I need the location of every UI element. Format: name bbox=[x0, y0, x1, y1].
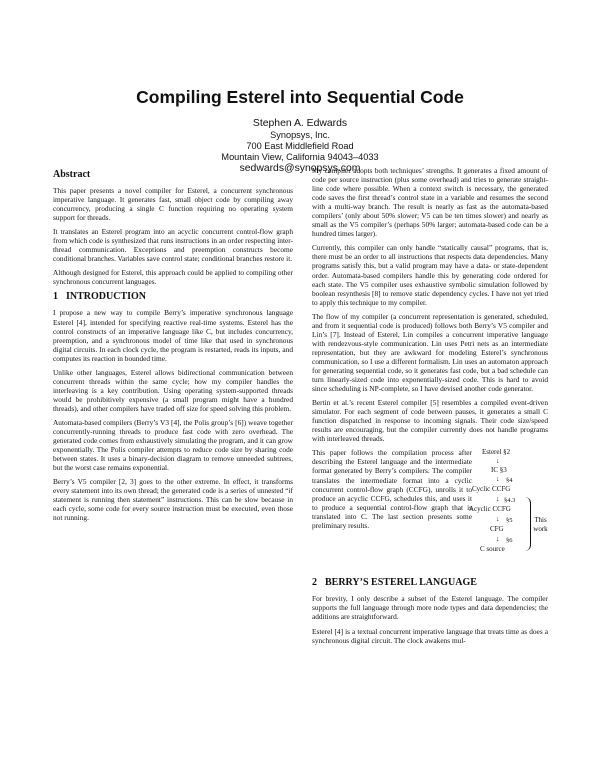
fig-node-cyclic-ccfg: Cyclic CCFG bbox=[472, 485, 511, 494]
body-paragraph: Berry’s V5 compiler [2, 3] goes to the other extreme. In effect, it transforms every statement into its own thread; the generated code is a series of unnested “if statement is running then statement” instructions. This can be slow because in each cycle, some code for every source instruction must be executed, even those not running. bbox=[53, 477, 293, 523]
section2-title: BERRY’S ESTEREL LANGUAGE bbox=[325, 577, 477, 589]
abstract-paragraph: It translates an Esterel program into an acyclic concurrent control-flow graph from which code is synthesized that runs instructions in an order respecting inter-thread communication. Exceptions and preemption constructs become conditional branches. Variables save control state; conditional branches restore it. bbox=[53, 227, 293, 264]
fig-arrow-icon: ↓ bbox=[496, 495, 500, 504]
compiler-flow-figure bbox=[469, 448, 548, 572]
abstract-paragraph: Although designed for Esterel, this approach could be applied to compiling other synchronous concurrent languages. bbox=[53, 268, 293, 287]
abstract-heading: Abstract bbox=[53, 169, 91, 180]
paper-header bbox=[0, 86, 600, 175]
figure-wrap bbox=[312, 448, 548, 572]
body-paragraph: Currently, this compiler can only handle “statically causal” programs, that is, there must be an order to all instructions that respects data dependencies. Many programs satisfy this, but a valid program may have a data- or state-dependent order. Automata-based compilers handle this by generating code ordered for each state. The V5 compiler uses exhaustive symbolic simulation followed by boolean resynthesis [8] to remove static dependency cycles. I have not yet tried to apply this technique to my compiler. bbox=[312, 243, 548, 307]
fig-this-work-label: This work bbox=[533, 516, 548, 534]
author-name: Stephen A. Edwards bbox=[252, 118, 348, 129]
fig-section-label: §6 bbox=[506, 537, 513, 545]
author-company: Synopsys, Inc. bbox=[270, 130, 330, 140]
right-column bbox=[312, 166, 548, 650]
section1-number: 1 bbox=[53, 291, 58, 303]
body-paragraph: My compiler adopts both techniques’ strengths. It generates a fixed amount of code per source instruction (plus some overhead) and tries to generate straight-line code where possible. When a context switch is necessary, the generated code saves the first thread’s control state in a variable and resumes the second with a multi-way branch. The result is nearly as fast as the automata-based compilers’ (only about 50% slower; V5 can be ten times slower) and nearly as small as the V5 compiler’s (perhaps 50% larger; automata-based code can be a hundred times larger). bbox=[312, 166, 548, 239]
fig-bracket bbox=[525, 497, 531, 551]
section1-heading bbox=[53, 291, 293, 303]
fig-arrow-icon: ↓ bbox=[496, 515, 500, 524]
body-paragraph: Bertin et al.’s recent Esterel compiler [5] resembles a compiled event-driven simulator. For each segment of code between pauses, it generates a small C function dispatched in response to incoming signals. Their code size/speed results are encouraging, but the compiler currently does not handle programs with interleaved threads. bbox=[312, 398, 548, 444]
fig-arrow-icon: ↓ bbox=[496, 535, 500, 544]
body-paragraph: I propose a new way to compile Berry’s imperative synchronous language Esterel [4], intended for specifying reactive real-time systems. Esterel has the control constructs of an imperative language like C, but includes concurrency, preemption, and a synchronous model of time like that used in synchronous digital circuits. In each clock cycle, the program is restarted, reads its inputs, and computes its reaction in bounded time. bbox=[53, 308, 293, 363]
body-paragraph: Automata-based compilers (Berry’s V3 [4], the Polis group’s [6]) weave together concurrently-running threads to produce fast code with zero overhead. The generated code comes from exhaustively simulating the program, and it can grow exponentially. The Polis compiler attempts to reduce code size by sharing code between states. It uses a binary-decision diagram to remove unneeded subtrees, but the worst case remains exponential. bbox=[53, 417, 293, 473]
figure-paragraph: This paper follows the compilation process after describing the Esterel language and the intermediate format generated by Berry’s compilers. The compiler translates the intermediate format into a cyclic concurrent control-flow graph (CCFG), unrolls it to produce an acyclic CCFG, schedules this, and uses it to produce a sequential control-flow graph that is translated into C. The last section presents some preliminary results. bbox=[312, 448, 472, 530]
fig-arrow-icon: ↓ bbox=[496, 475, 500, 484]
section2-number: 2 bbox=[312, 577, 317, 589]
fig-section-label: §4 bbox=[506, 477, 513, 485]
fig-section-label: §5 bbox=[506, 517, 513, 525]
author-street: 700 East Middlefield Road bbox=[246, 141, 354, 151]
fig-section-label: §4.3 bbox=[504, 497, 516, 505]
fig-arrow-icon: ↓ bbox=[496, 457, 500, 466]
left-column bbox=[53, 166, 293, 528]
author-email[interactable]: sedwards@synopsys.com bbox=[239, 163, 361, 174]
section1-title: INTRODUCTION bbox=[66, 291, 147, 303]
paper-title: Compiling Esterel into Sequential Code bbox=[136, 87, 464, 107]
fig-node-esterel: Esterel §2 bbox=[482, 448, 511, 457]
fig-node-cfg: CFG bbox=[490, 525, 504, 534]
body-paragraph: For brevity, I only describe a subset of the Esterel language. The compiler supports the full language through more node types and data dependencies; the additions are straightforward. bbox=[312, 594, 548, 622]
section2-heading bbox=[312, 577, 548, 589]
fig-node-ic: IC §3 bbox=[491, 466, 507, 475]
body-paragraph: Unlike other languages, Esterel allows bidirectional communication between concurrent threads within the same cycle; how my compiler handles the interleaving is a key contribution. Using operating system-supported threads would be prohibitively expensive (a small program might have a hundred threads), and other compilers have traded off size for speed solving this problem. bbox=[53, 367, 293, 413]
author-city: Mountain View, California 94043–4033 bbox=[221, 152, 379, 162]
body-paragraph: Esterel [4] is a textual concurrent imperative language that treats time as does a synchronous digital circuit. The clock awakens mul- bbox=[312, 626, 548, 645]
abstract-paragraph: This paper presents a novel compiler for Esterel, a concurrent synchronous imperative language. It generates fast, small object code by compiling away concurrency, producing a single C function requiring no operating system support for threads. bbox=[53, 186, 293, 223]
body-paragraph: The flow of my compiler (a concurrent representation is generated, scheduled, and from it sequential code is produced) follows both Berry’s V5 compiler and Lin’s [7]. Instead of Esterel, Lin compiles a concurrent imperative language with rendezvous-style communication. Lin uses Petri nets as an intermediate representation, but they are awkward for modeling Esterel’s synchronous communication, so I use a different formalism. Lin uses an automaton approach for generating sequential code, so it generates fast code, but a bad schedule can turn linearly-sized code into exponentially-sized code. This is hard to avoid since scheduling is NP-complete, so I have devised another code generator. bbox=[312, 311, 548, 394]
fig-node-c-source: C source bbox=[480, 545, 505, 554]
fig-node-acyclic-ccfg: Acyclic CCFG bbox=[469, 505, 511, 514]
